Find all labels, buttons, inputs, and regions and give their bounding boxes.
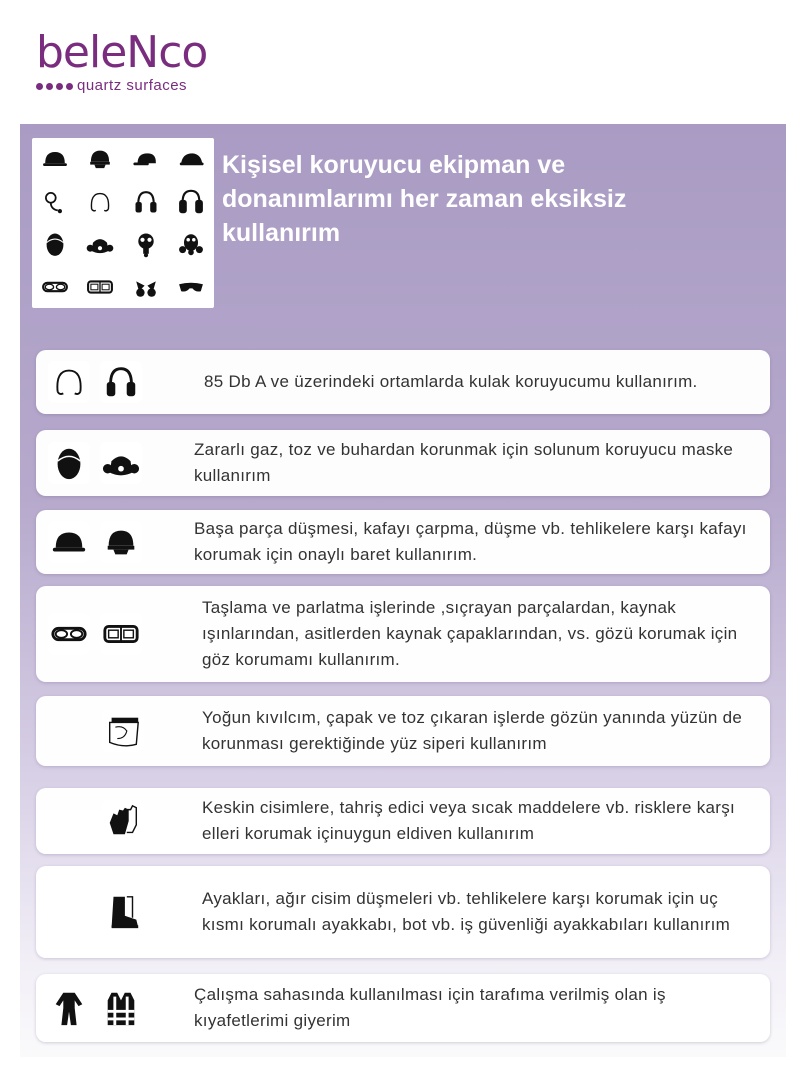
- row-workwear: [36, 974, 770, 1042]
- row-text: Yoğun kıvılcım, çapak ve toz çıkaran işlerde gözün yanında yüzün de korunması gerektiğinde yüz siperi kullanırım: [202, 708, 743, 753]
- row-icons: [48, 974, 142, 1042]
- row-eye-protection: [36, 586, 770, 682]
- row-face-protection: [36, 696, 770, 766]
- row-text: Başa parça düşmesi, kafayı çarpma, düşme vb. tehlikelere karşı kafayı korumak için onaylı baret kullanırım.: [194, 519, 747, 564]
- row-foot-protection: [36, 866, 770, 958]
- coverall-icon: [48, 987, 90, 1029]
- row-icons: [102, 696, 144, 766]
- ear-outline-icon: [78, 181, 124, 224]
- gas-mask-icon: [123, 223, 169, 266]
- helmet-icon: [78, 138, 124, 181]
- row-hand-protection: [36, 788, 770, 854]
- face-shield-icon: [102, 710, 144, 752]
- row-text: Ayakları, ağır cisim düşmeleri vb. tehlikelere karşı korumak için uç kısmı korumalı ayakkabı, bot vb. iş güvenliği ayakkabıları kullanırım: [202, 889, 731, 934]
- row-text: Taşlama ve parlatma işlerinde ,sıçrayan parçalardan, kaynak ışınlarından, asitlerden kaynak çapaklarından, vs. gözü korumak için göz korumamı kullanırım.: [202, 598, 738, 669]
- helmet-icon: [100, 521, 142, 563]
- row-text: Keskin cisimlere, tahriş edici veya sıcak maddelere vb. risklere karşı elleri korumak içinuygun eldiven kullanırım: [202, 798, 736, 843]
- headline: Kişisel koruyucu ekipman ve donanımlarımı her zaman eksiksiz kullanırım: [222, 151, 627, 247]
- row-text: Çalışma sahasında kullanılması için tarafıma verilmiş olan iş kıyafetlerimi giyerim: [194, 985, 666, 1030]
- safety-vest-icon: [100, 987, 142, 1029]
- brand-tagline-row: [36, 78, 187, 94]
- row-ear-protection: [36, 350, 770, 414]
- gloves-icon: [102, 800, 144, 842]
- earmuff-icon: [100, 361, 142, 403]
- row-head-protection: [36, 510, 770, 574]
- row-text: Zararlı gaz, toz ve buhardan korunmak için solunum koruyucu maske kullanırım: [194, 440, 734, 485]
- goggles-icon: [100, 613, 142, 655]
- brand-tagline: quartz surfaces: [77, 77, 188, 94]
- brand-name: beleNco: [36, 27, 208, 78]
- bump-cap-icon: [169, 138, 215, 181]
- safety-boot-icon: [102, 891, 144, 933]
- eye-protector-icon: [123, 266, 169, 309]
- earplug-icon: [32, 181, 78, 224]
- row-text: 85 Db A ve üzerindeki ortamlarda kulak koruyucumu kullanırım.: [204, 372, 698, 391]
- hard-hat-icon: [48, 521, 90, 563]
- face-mask-icon: [32, 223, 78, 266]
- face-mask-icon: [48, 442, 90, 484]
- sunglasses-icon: [169, 266, 215, 309]
- row-icons: [102, 866, 144, 958]
- earmuff-large-icon: [169, 181, 215, 224]
- row-icons: [48, 510, 142, 574]
- safety-glasses-icon: [32, 266, 78, 309]
- full-face-respirator-icon: [169, 223, 215, 266]
- half-mask-respirator-icon: [78, 223, 124, 266]
- brand-logo: [36, 28, 236, 98]
- safety-glasses-icon: [48, 613, 90, 655]
- ppe-panel: [20, 124, 786, 1057]
- hard-hat-icon: [32, 138, 78, 181]
- row-respiratory-protection: [36, 430, 770, 496]
- row-icons: [48, 430, 142, 496]
- earmuff-icon: [123, 181, 169, 224]
- ppe-icon-grid: [32, 138, 214, 308]
- row-icons: [48, 350, 142, 414]
- half-mask-respirator-icon: [100, 442, 142, 484]
- row-icons: [48, 586, 142, 682]
- row-icons: [102, 788, 144, 854]
- cap-icon: [123, 138, 169, 181]
- brand-dots: [36, 83, 73, 90]
- goggles-icon: [78, 266, 124, 309]
- ear-outline-icon: [48, 361, 90, 403]
